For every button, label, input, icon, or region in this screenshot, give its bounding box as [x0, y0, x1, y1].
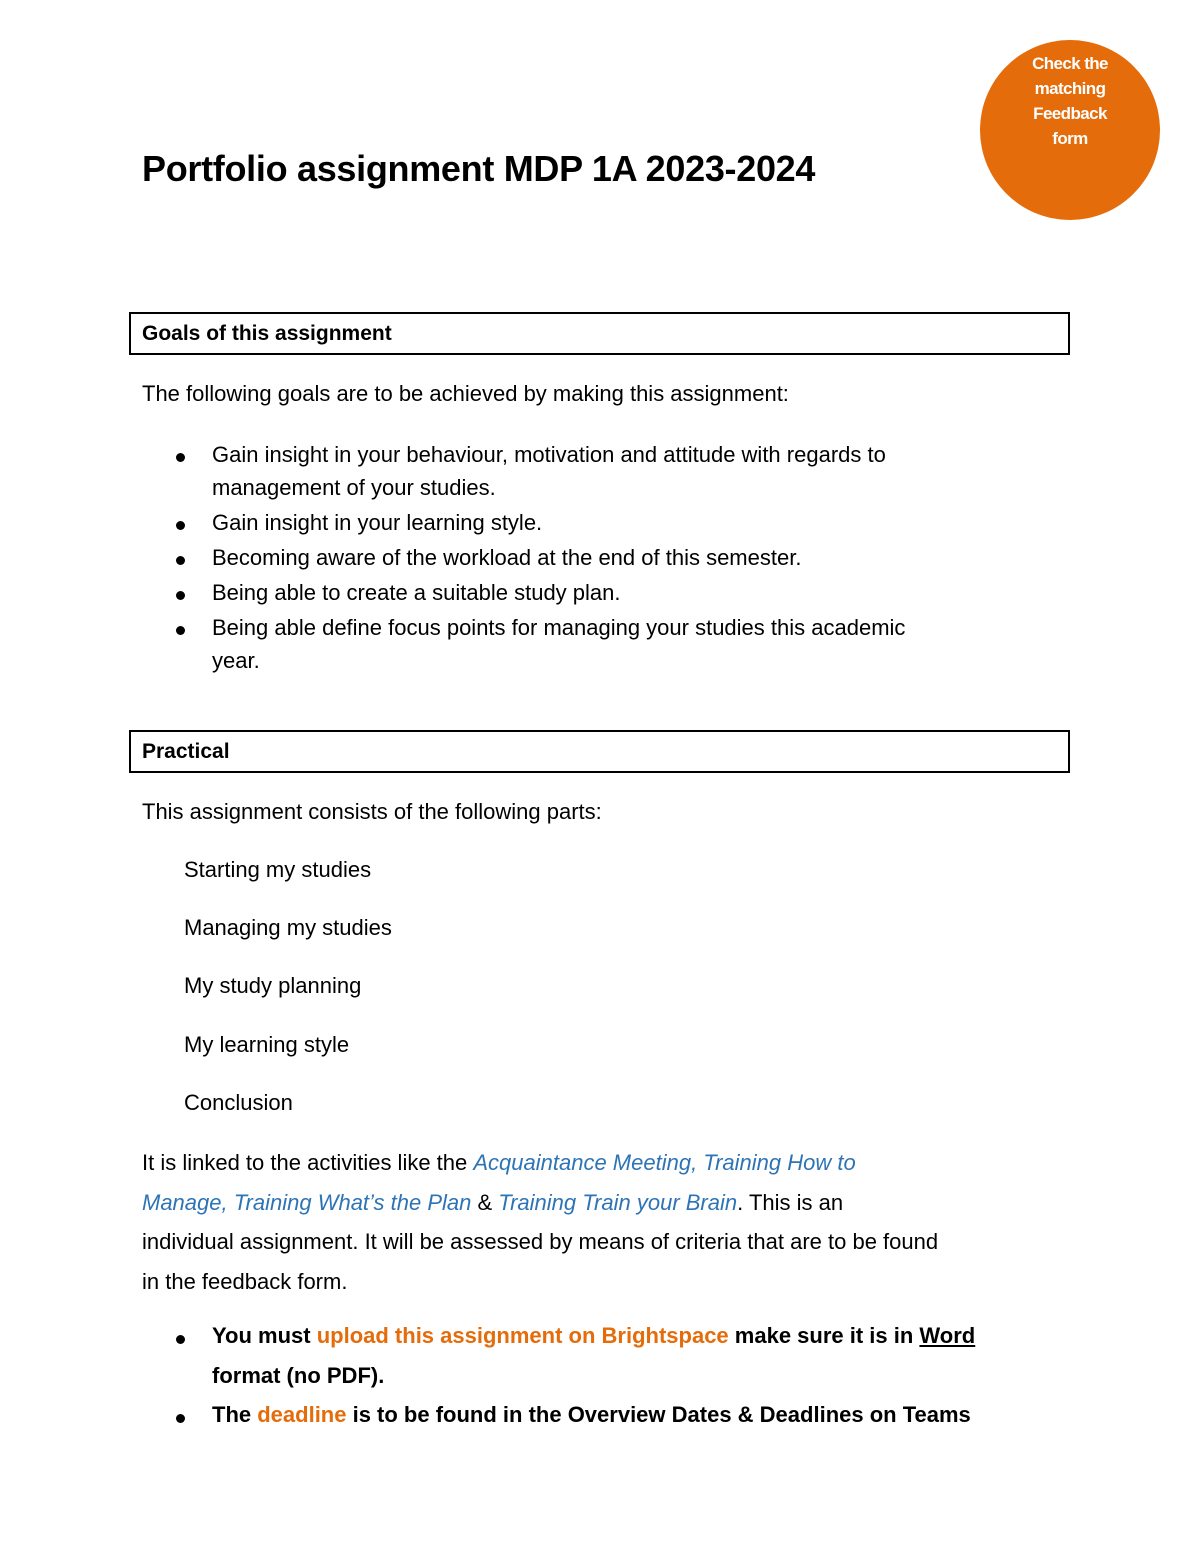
word-format-text: Word	[919, 1323, 976, 1348]
bullet-icon	[176, 521, 185, 530]
requirement-item: The deadline is to be found in the Overview Dates & Deadlines on Teams	[142, 1395, 975, 1435]
brightspace-highlight: upload this assignment on Brightspace	[316, 1323, 729, 1348]
requirement-item: You must upload this assignment on Brightspace make sure it is in Word format (no PDF).	[142, 1316, 975, 1395]
feedback-form-badge	[980, 40, 1160, 220]
bullet-icon	[176, 591, 185, 600]
assignment-parts-list	[184, 855, 392, 1146]
activity-link[interactable]: Acquaintance Meeting, Training How to	[473, 1150, 856, 1175]
goals-heading: Goals of this assignment	[142, 322, 392, 345]
goal-item: Gain insight in your learning style.	[142, 506, 905, 539]
activities-paragraph: It is linked to the activities like the Acquaintance Meeting, Training How to Manage, Training What’s the Plan & Training Train your Brain. This is an individual assignment. It will be assessed by means of criteria that are to be found in the feedback form.	[142, 1150, 939, 1294]
goals-list	[142, 438, 905, 679]
part-item: My study planning	[184, 973, 362, 999]
deadline-highlight: deadline	[257, 1402, 347, 1427]
goal-item: Becoming aware of the workload at the end of this semester.	[142, 541, 905, 574]
goals-intro: The following goals are to be achieved by making this assignment:	[142, 381, 789, 406]
goal-item: Being able define focus points for managing your studies this academic year.	[142, 611, 905, 677]
requirements-list	[142, 1316, 975, 1435]
activity-link[interactable]: Training Train your Brain	[498, 1189, 738, 1215]
bullet-icon	[176, 453, 185, 462]
activity-link[interactable]: Manage, Training What’s the Plan	[142, 1189, 472, 1215]
goals-heading-box	[129, 312, 1070, 355]
bullet-icon	[176, 556, 185, 565]
practical-intro: This assignment consists of the following parts:	[142, 799, 602, 824]
page-title: Portfolio assignment MDP 1A 2023-2024	[142, 148, 816, 189]
bullet-icon	[176, 1414, 185, 1423]
part-item: Conclusion	[184, 1089, 293, 1115]
badge-text: Check the matching Feedback form	[1032, 54, 1108, 148]
part-item: Managing my studies	[184, 915, 392, 941]
practical-heading: Practical	[142, 740, 230, 763]
part-item: Starting my studies	[184, 857, 372, 882]
part-item: My learning style	[184, 1031, 350, 1057]
goal-item: Gain insight in your behaviour, motivation and attitude with regards to management of your studies.	[142, 438, 905, 504]
goal-item: Being able to create a suitable study plan.	[142, 576, 905, 609]
bullet-icon	[176, 626, 185, 635]
bullet-icon	[176, 1335, 185, 1344]
practical-heading-box	[129, 730, 1070, 773]
